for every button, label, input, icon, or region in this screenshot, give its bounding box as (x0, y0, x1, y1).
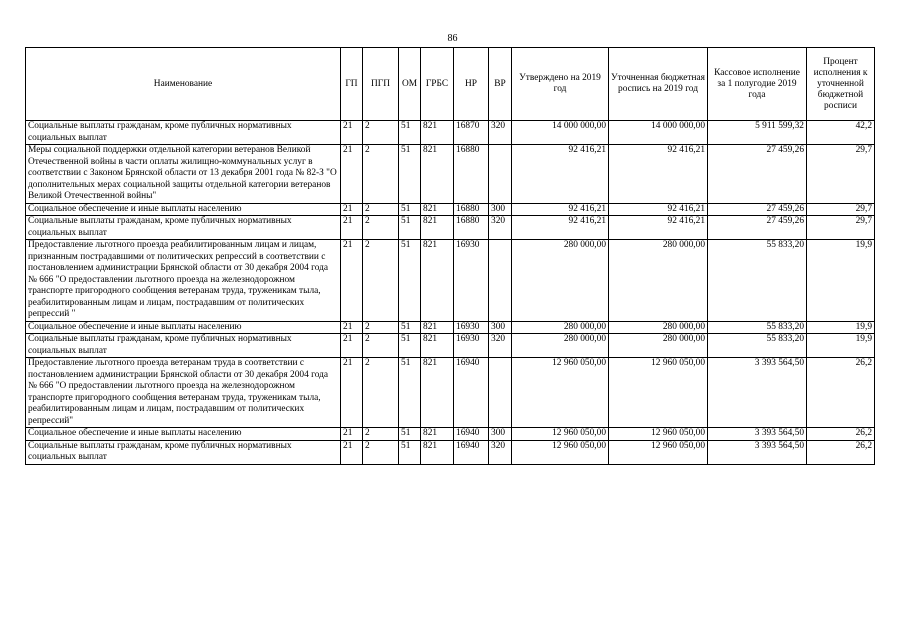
cell-grbs: 821 (421, 428, 454, 441)
cell-gp: 21 (341, 145, 363, 204)
cell-pgp: 2 (363, 203, 399, 216)
cell-gp: 21 (341, 440, 363, 464)
column-header-nr: НР (454, 48, 489, 121)
cell-pgp: 2 (363, 216, 399, 240)
cell-pgp: 2 (363, 440, 399, 464)
cell-vr: 300 (489, 203, 512, 216)
cell-gp: 21 (341, 321, 363, 334)
cell-gp: 21 (341, 203, 363, 216)
cell-vr: 300 (489, 321, 512, 334)
cell-om: 51 (399, 358, 421, 428)
cell-grbs: 821 (421, 334, 454, 358)
cell-executed: 27 459,26 (708, 216, 807, 240)
cell-revised: 14 000 000,00 (609, 121, 708, 145)
cell-percent: 19,9 (807, 334, 875, 358)
cell-revised: 280 000,00 (609, 321, 708, 334)
cell-grbs: 821 (421, 216, 454, 240)
column-header-grbs: ГРБС (421, 48, 454, 121)
cell-grbs: 821 (421, 321, 454, 334)
cell-pgp: 2 (363, 358, 399, 428)
cell-gp: 21 (341, 216, 363, 240)
cell-percent: 19,9 (807, 240, 875, 322)
cell-vr: 320 (489, 334, 512, 358)
cell-nr: 16940 (454, 358, 489, 428)
cell-revised: 92 416,21 (609, 203, 708, 216)
table-row (26, 145, 875, 204)
page-number: 86 (447, 33, 458, 44)
cell-om: 51 (399, 145, 421, 204)
cell-nr: 16880 (454, 145, 489, 204)
cell-approved: 280 000,00 (512, 240, 609, 322)
cell-revised: 12 960 050,00 (609, 358, 708, 428)
cell-name: Социальные выплаты гражданам, кроме публичных нормативных социальных выплат (26, 121, 341, 145)
cell-revised: 12 960 050,00 (609, 440, 708, 464)
cell-approved: 92 416,21 (512, 216, 609, 240)
cell-percent: 42,2 (807, 121, 875, 145)
cell-pgp: 2 (363, 240, 399, 322)
cell-gp: 21 (341, 240, 363, 322)
cell-vr (489, 358, 512, 428)
cell-percent: 19,9 (807, 321, 875, 334)
column-header-vr: ВР (489, 48, 512, 121)
cell-om: 51 (399, 440, 421, 464)
cell-percent: 29,7 (807, 145, 875, 204)
cell-nr: 16880 (454, 203, 489, 216)
cell-name: Социальное обеспечение и иные выплаты населению (26, 203, 341, 216)
cell-vr: 320 (489, 440, 512, 464)
cell-approved: 12 960 050,00 (512, 440, 609, 464)
cell-executed: 3 393 564,50 (708, 428, 807, 441)
table-row (26, 240, 875, 322)
column-header-pgp: ПГП (363, 48, 399, 121)
column-header-om: ОМ (399, 48, 421, 121)
cell-name: Меры социальной поддержки отдельной категории ветеранов Великой Отечественной войны в части оплаты жилищно-коммунальных услуг в соответствии с Законом Брянской области от 13 декабря 2001 года № 82-З "О дополнительных мерах социальной защиты отдельной категории ветеранов Великой Отечественной войны" (26, 145, 341, 204)
cell-approved: 12 960 050,00 (512, 358, 609, 428)
cell-percent: 29,7 (807, 203, 875, 216)
cell-executed: 27 459,26 (708, 145, 807, 204)
cell-grbs: 821 (421, 440, 454, 464)
cell-gp: 21 (341, 428, 363, 441)
budget-table (25, 47, 875, 465)
cell-om: 51 (399, 121, 421, 145)
table-row (26, 334, 875, 358)
cell-vr (489, 145, 512, 204)
cell-om: 51 (399, 216, 421, 240)
cell-pgp: 2 (363, 321, 399, 334)
column-header-gp: ГП (341, 48, 363, 121)
table-row (26, 121, 875, 145)
cell-approved: 12 960 050,00 (512, 428, 609, 441)
cell-om: 51 (399, 321, 421, 334)
table-row (26, 440, 875, 464)
cell-executed: 55 833,20 (708, 321, 807, 334)
cell-nr: 16930 (454, 240, 489, 322)
cell-percent: 26,2 (807, 428, 875, 441)
cell-percent: 29,7 (807, 216, 875, 240)
cell-name: Предоставление льготного проезда ветеранам труда в соответствии с постановлением администрации Брянской области от 30 декабря 2004 года № 666 "О предоставлении льготного проезда на железнодорожном транспорте пригородного сообщения ветеранам труда, труженикам тыла, реабилитированным лицам и лицам, пострадавшим от политических репрессий" (26, 358, 341, 428)
cell-om: 51 (399, 203, 421, 216)
cell-name: Социальные выплаты гражданам, кроме публичных нормативных социальных выплат (26, 440, 341, 464)
column-header-percent: Процент исполнения к уточненной бюджетной росписи (807, 48, 875, 121)
cell-vr: 300 (489, 428, 512, 441)
cell-vr: 320 (489, 121, 512, 145)
cell-approved: 14 000 000,00 (512, 121, 609, 145)
cell-percent: 26,2 (807, 440, 875, 464)
cell-pgp: 2 (363, 145, 399, 204)
table-header-row (26, 48, 875, 121)
cell-nr: 16940 (454, 428, 489, 441)
cell-grbs: 821 (421, 145, 454, 204)
table-row (26, 216, 875, 240)
column-header-executed: Кассовое исполнение за 1 полугодие 2019 года (708, 48, 807, 121)
cell-om: 51 (399, 240, 421, 322)
cell-percent: 26,2 (807, 358, 875, 428)
cell-om: 51 (399, 334, 421, 358)
cell-executed: 55 833,20 (708, 334, 807, 358)
cell-revised: 280 000,00 (609, 240, 708, 322)
cell-approved: 92 416,21 (512, 203, 609, 216)
cell-nr: 16870 (454, 121, 489, 145)
table-row (26, 428, 875, 441)
cell-name: Социальное обеспечение и иные выплаты населению (26, 321, 341, 334)
table-row (26, 358, 875, 428)
cell-grbs: 821 (421, 121, 454, 145)
cell-om: 51 (399, 428, 421, 441)
cell-revised: 280 000,00 (609, 334, 708, 358)
cell-revised: 92 416,21 (609, 216, 708, 240)
cell-vr (489, 240, 512, 322)
table-row (26, 321, 875, 334)
cell-name: Социальное обеспечение и иные выплаты населению (26, 428, 341, 441)
cell-name: Предоставление льготного проезда реабилитированным лицам и лицам, признанным пострадавшими от политических репрессий в соответствии с постановлением администрации Брянской области от 30 декабря 2004 года № 666 "О предоставлении льготного проезда на железнодорожном транспорте пригородного сообщения ветеранам труда, труженикам тыла, реабилитированным лицам и лицам, пострадавшим от политических репрессий " (26, 240, 341, 322)
cell-grbs: 821 (421, 358, 454, 428)
cell-executed: 5 911 599,32 (708, 121, 807, 145)
cell-pgp: 2 (363, 121, 399, 145)
cell-gp: 21 (341, 334, 363, 358)
column-header-revised: Уточненная бюджетная роспись на 2019 год (609, 48, 708, 121)
cell-grbs: 821 (421, 203, 454, 216)
cell-approved: 92 416,21 (512, 145, 609, 204)
cell-revised: 12 960 050,00 (609, 428, 708, 441)
cell-nr: 16940 (454, 440, 489, 464)
column-header-name: Наименование (26, 48, 341, 121)
cell-approved: 280 000,00 (512, 334, 609, 358)
cell-pgp: 2 (363, 428, 399, 441)
cell-gp: 21 (341, 121, 363, 145)
cell-approved: 280 000,00 (512, 321, 609, 334)
column-header-approved: Утверждено на 2019 год (512, 48, 609, 121)
cell-executed: 27 459,26 (708, 203, 807, 216)
cell-nr: 16880 (454, 216, 489, 240)
cell-name: Социальные выплаты гражданам, кроме публичных нормативных социальных выплат (26, 216, 341, 240)
cell-gp: 21 (341, 358, 363, 428)
cell-grbs: 821 (421, 240, 454, 322)
table-row (26, 203, 875, 216)
cell-executed: 3 393 564,50 (708, 358, 807, 428)
cell-revised: 92 416,21 (609, 145, 708, 204)
cell-pgp: 2 (363, 334, 399, 358)
cell-nr: 16930 (454, 334, 489, 358)
cell-nr: 16930 (454, 321, 489, 334)
cell-executed: 3 393 564,50 (708, 440, 807, 464)
cell-name: Социальные выплаты гражданам, кроме публичных нормативных социальных выплат (26, 334, 341, 358)
cell-vr: 320 (489, 216, 512, 240)
cell-executed: 55 833,20 (708, 240, 807, 322)
